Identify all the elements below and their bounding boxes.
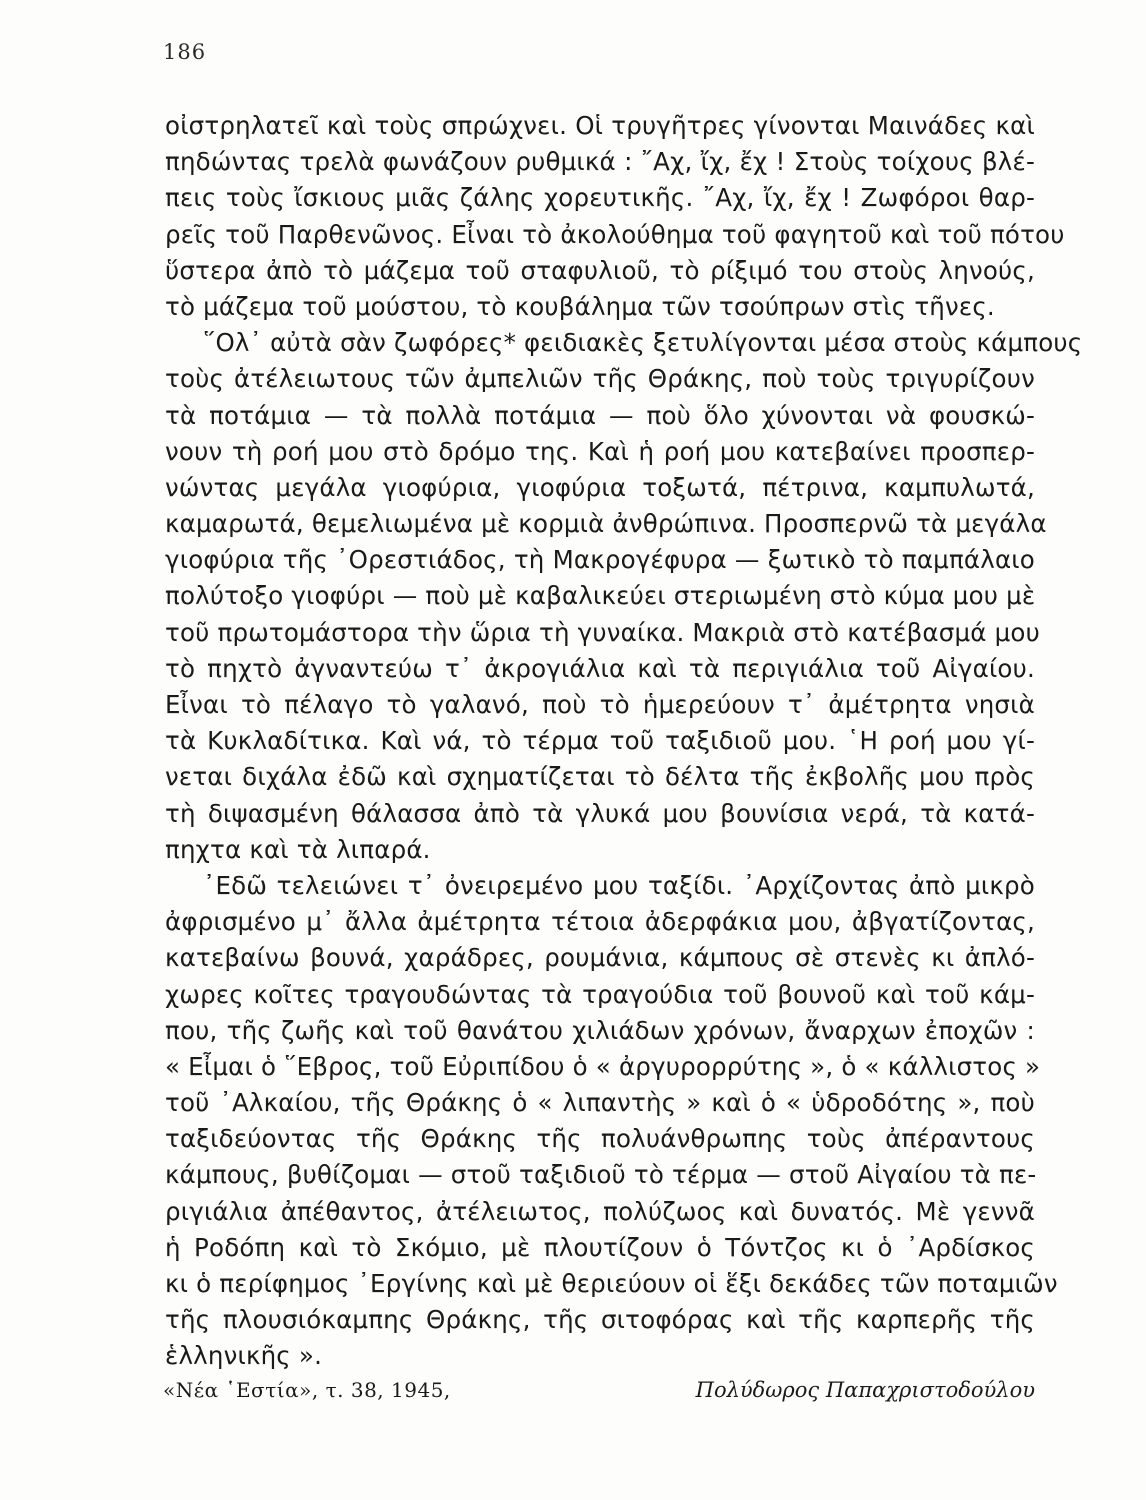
text-line: ὕστερα ἀπὸ τὸ μάζεμα τοῦ σταφυλιοῦ, τὸ ρίξιμό του στοὺς ληνούς, — [165, 255, 1035, 285]
text-line: χωρες κοῖτες τραγουδώντας τὰ τραγούδια τοῦ βουνοῦ καὶ τοῦ κάμ- — [165, 979, 1035, 1009]
body-text — [165, 108, 1083, 1375]
text-line: καμαρωτά, θεμελιωμένα μὲ κορμιὰ ἀνθρώπινα. Προσπερνῶ τὰ μεγάλα — [165, 509, 1047, 539]
source-citation: «Νέα ῾Εστία», τ. 38, 1945, — [163, 1378, 451, 1402]
text-line: ταξιδεύοντας τῆς Θράκης τῆς πολυάνθρωπης τοὺς ἀπέραντους — [165, 1124, 1035, 1154]
text-line: « Εἶμαι ὁ ῞Εβρος, τοῦ Εὐριπίδου ὁ « ἀργυρορρύτης », ὁ « κάλλιστος » — [165, 1051, 1041, 1081]
text-line: νουν τὴ ροή μου στὸ δρόμο της. Καὶ ἡ ροή μου κατεβαίνει προσπερ- — [165, 436, 1035, 466]
text-line: τὸ μάζεμα τοῦ μούστου, τὸ κουβάλημα τῶν τσούπρων στὶς τῆνες. — [165, 291, 995, 321]
text-line: πηχτα καὶ τὰ λιπαρά. — [165, 834, 431, 864]
text-line: Εἶναι τὸ πέλαγο τὸ γαλανό, ποὺ τὸ ἡμερεύουν τ᾽ ἀμέτρητα νησιὰ — [165, 690, 1035, 719]
text-line: τοὺς ἀτέλειωτους τῶν ἀμπελιῶν τῆς Θράκης, ποὺ τοὺς τριγυρίζουν — [165, 364, 1035, 394]
text-line: πεις τοὺς ἴσκιους μιᾶς ζάλης χορευτικῆς. ῎Αχ, ἴχ, ἔχ ! Ζωφόροι θαρ- — [165, 183, 1035, 213]
text-line: ἀφρισμένο μ᾽ ἄλλα ἀμέτρητα τέτοια ἀδερφάκια μου, ἀβγατίζοντας, — [165, 907, 1035, 937]
text-line: πηδώντας τρελὰ φωνάζουν ρυθμικά : ῎Αχ, ἴχ, ἔχ ! Στοὺς τοίχους βλέ- — [165, 147, 1035, 177]
text-line: κάμπους, βυθίζομαι — στοῦ ταξιδιοῦ τὸ τέρμα — στοῦ Αἰγαίου τὰ πε- — [165, 1160, 1037, 1190]
citation-footer — [163, 1378, 1035, 1410]
text-line: τοῦ πρωτομάστορα τὴν ὥρια τὴ γυναίκα. Μακριὰ στὸ κατέβασμά μου — [165, 617, 1040, 647]
text-line: τὸ πηχτὸ ἀγναντεύω τ᾽ ἀκρογιάλια καὶ τὰ περιγιάλια τοῦ Αἰγαίου. — [165, 653, 1035, 683]
page-number: 186 — [163, 40, 207, 64]
text-line: τὰ ποτάμια — τὰ πολλὰ ποτάμια — ποὺ ὅλο χύνονται νὰ φουσκώ- — [165, 400, 1035, 430]
text-line: ἡ Ροδόπη καὶ τὸ Σκόμιο, μὲ πλουτίζουν ὁ Τόντζος κι ὁ ᾿Αρδίσκος — [165, 1232, 1035, 1262]
author-name: Πολύδωρος Παπαχριστοδούλου — [695, 1378, 1035, 1402]
text-line: ριγιάλια ἀπέθαντος, ἀτέλειωτος, πολύζωος καὶ δυνατός. Μὲ γεννᾶ — [165, 1196, 1035, 1226]
text-line: νώντας μεγάλα γιοφύρια, γιοφύρια τοξωτά, πέτρινα, καμπυλωτά, — [165, 472, 1035, 502]
text-line: τῆς πλουσιόκαμπης Θράκης, τῆς σιτοφόρας καὶ τῆς καρπερῆς τῆς — [165, 1305, 1035, 1335]
text-line: ρεῖς τοῦ Παρθενῶνος. Εἶναι τὸ ἀκολούθημα τοῦ φαγητοῦ καὶ τοῦ πότου — [165, 219, 1065, 249]
text-line: γιοφύρια τῆς ᾿Ορεστιάδος, τὴ Μακρογέφυρα — ξωτικὸ τὸ παμπάλαιο — [165, 545, 1035, 575]
text-line: κατεβαίνω βουνά, χαράδρες, ρουμάνια, κάμπους σὲ στενὲς κι ἀπλό- — [165, 943, 1035, 973]
text-line: πολύτοξο γιοφύρι — ποὺ μὲ καβαλικεύει στεριωμένη στὸ κύμα μου μὲ — [165, 581, 1036, 611]
text-line: ἑλληνικῆς ». — [165, 1341, 323, 1371]
text-line: ᾿Εδῶ τελειώνει τ᾽ ὀνειρεμένο μου ταξίδι. ᾿Αρχίζοντας ἀπὸ μικρὸ — [203, 870, 1035, 900]
text-line: ῞Ολ᾽ αὐτὰ σὰν ζωφόρες* φειδιακὲς ξετυλίγονται μέσα στοὺς κάμπους — [203, 328, 1083, 358]
text-line: τὰ Κυκλαδίτικα. Καὶ νά, τὸ τέρμα τοῦ ταξιδιοῦ μου. ῾Η ροή μου γί- — [165, 726, 1035, 756]
text-line: που, τῆς ζωῆς καὶ τοῦ θανάτου χιλιάδων χρόνων, ἄναρχων ἐποχῶν : — [165, 1015, 1035, 1045]
text-line: νεται διχάλα ἐδῶ καὶ σχηματίζεται τὸ δέλτα τῆς ἐκβολῆς μου πρὸς — [165, 762, 1035, 792]
text-line: τοῦ ᾿Αλκαίου, τῆς Θράκης ὁ « λιπαντὴς » καὶ ὁ « ὑδροδότης », ποὺ — [165, 1088, 1035, 1118]
text-line: οἰστρηλατεῖ καὶ τοὺς σπρώχνει. Οἱ τρυγῆτρες γίνονται Μαινάδες καὶ — [165, 111, 1035, 140]
text-line: κι ὁ περίφημος ᾿Εργίνης καὶ μὲ θεριεύουν οἱ ἕξι δεκάδες τῶν ποταμιῶν — [165, 1269, 1058, 1298]
text-line: τὴ διψασμένη θάλασσα ἀπὸ τὰ γλυκά μου βουνίσια νερά, τὰ κατά- — [165, 798, 1035, 828]
